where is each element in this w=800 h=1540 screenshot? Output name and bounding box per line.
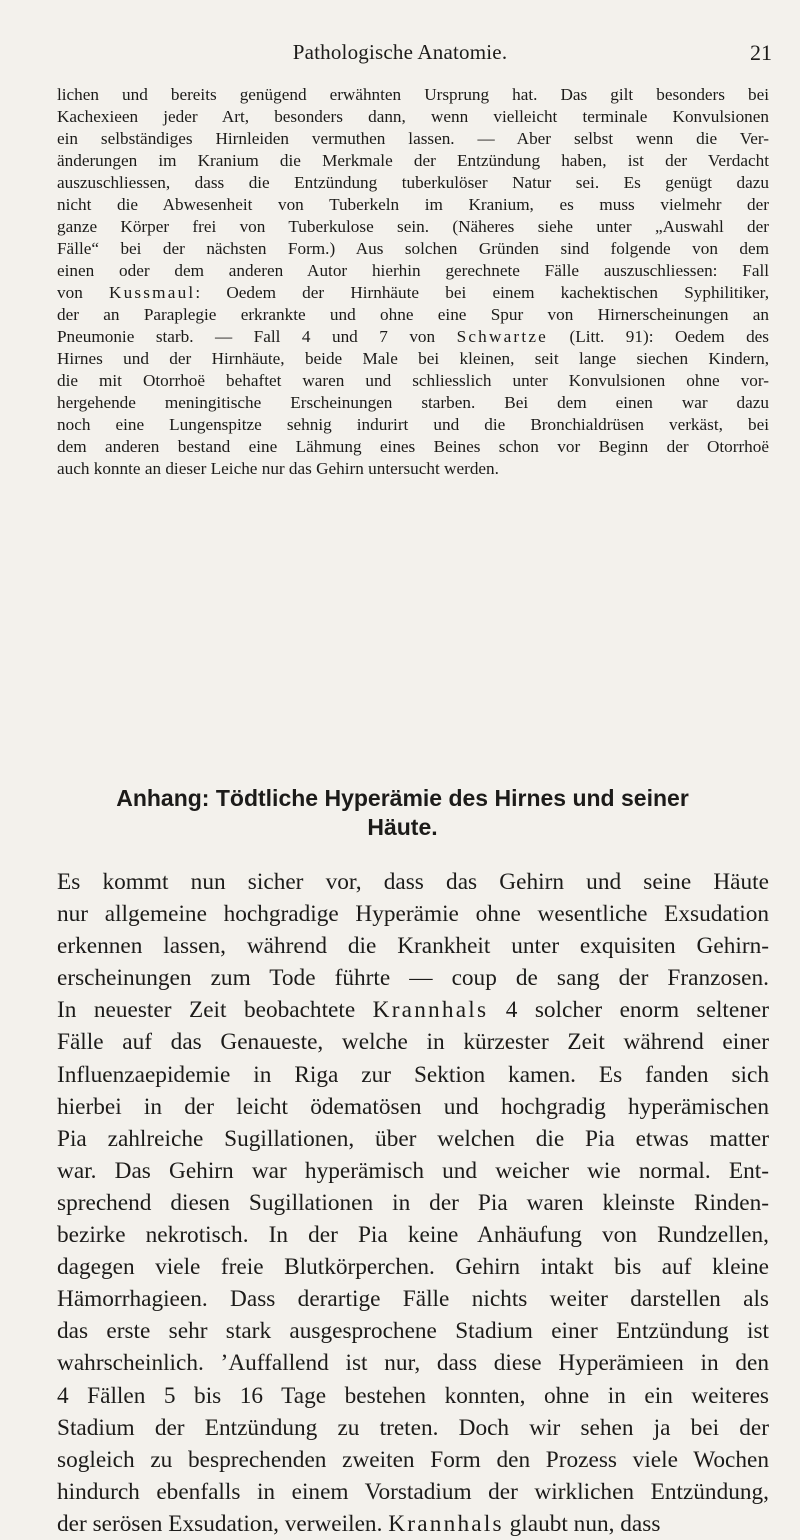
text-line: einen oder dem anderen Autor hierhin gerechnete Fälle auszuschliessen: Fall	[57, 261, 769, 280]
page-header	[0, 40, 800, 70]
text-line: Hirnes und der Hirnhäute, beide Male bei kleinen, seit lange siechen Kindern,	[57, 349, 769, 368]
preceding-paragraph	[57, 84, 769, 480]
text-run: der serösen Exsudation, verweilen.	[57, 1510, 389, 1537]
author-name: Krannhals	[372, 997, 489, 1024]
text-run: (Litt. 91): Oedem des	[547, 327, 769, 346]
text-line: lichen und bereits genügend erwähnten Ursprung hat. Das gilt besonders bei	[57, 85, 769, 104]
text-line	[57, 994, 769, 1026]
text-run: : Oedem der Hirnhäute bei einem kachektischen Syphilitiker,	[195, 283, 770, 302]
text-line: ein selbständiges Hirnleiden vermuthen lassen. — Aber selbst wenn die Ver-	[57, 129, 769, 148]
section-heading	[40, 784, 765, 842]
text-run: von	[57, 283, 109, 302]
text-line: Pia zahlreiche Sugillationen, über welchen die Pia etwas matter	[57, 1125, 769, 1152]
text-line: nur allgemeine hochgradige Hyperämie ohne wesentliche Exsudation	[57, 901, 769, 928]
text-run: Pneumonie starb. — Fall 4 und 7 von	[57, 327, 457, 346]
text-line: 4 Fällen 5 bis 16 Tage bestehen konnten, ohne in ein weiteres	[57, 1382, 769, 1409]
text-line: der an Paraplegie erkrankte und ohne eine Spur von Hirnerscheinungen an	[57, 305, 769, 324]
text-line: hergehende meningitische Erscheinungen starben. Bei dem einen war dazu	[57, 393, 769, 412]
text-line: nicht die Abwesenheit von Tuberkeln im Kranium, es muss vielmehr der	[57, 195, 769, 214]
text-line: änderungen im Kranium die Merkmale der Entzündung haben, ist der Verdacht	[57, 151, 769, 170]
text-run: In neuester Zeit beobachtete	[57, 997, 373, 1024]
text-line: noch eine Lungenspitze sehnig indurirt und die Bronchialdrüsen verkäst, bei	[57, 415, 769, 434]
page-number: 21	[750, 40, 772, 65]
text-line	[57, 282, 769, 304]
text-line: Fälle auf das Genaueste, welche in kürzester Zeit während einer	[57, 1029, 769, 1056]
author-name: Schwartze	[456, 327, 548, 346]
section-heading-line-1: Anhang: Tödtliche Hyperämie des Hirnes und seiner	[116, 785, 689, 811]
text-line	[57, 1508, 769, 1540]
text-run: 4 solcher enorm seltener	[488, 997, 769, 1024]
text-line: erkennen lassen, während die Krankheit unter exquisiten Gehirn-	[57, 933, 769, 960]
running-title: Pathologische Anatomie.	[292, 40, 508, 64]
text-line: hierbei in der leicht ödematösen und hochgradig hyperämischen	[57, 1093, 769, 1120]
text-line: Hämorrhagieen. Dass derartige Fälle nichts weiter darstellen als	[57, 1286, 769, 1313]
text-run: glaubt nun, dass	[503, 1510, 661, 1537]
text-line: sogleich zu besprechenden zweiten Form den Prozess viele Wochen	[57, 1446, 769, 1473]
section-heading-line-2: Häute.	[367, 814, 438, 840]
text-line: Fälle“ bei der nächsten Form.) Aus solchen Gründen sind folgende von dem	[57, 239, 769, 258]
text-line: ganze Körper frei von Tuberkulose sein. (Näheres siehe unter „Auswahl der	[57, 217, 769, 236]
author-name: Krannhals	[388, 1510, 504, 1537]
text-line: erscheinungen zum Tode führte — coup de sang der Franzosen.	[57, 965, 769, 992]
text-line: die mit Otorrhoë behaftet waren und schliesslich unter Konvulsionen ohne vor-	[57, 371, 769, 390]
text-line: dagegen viele freie Blutkörperchen. Gehirn intakt bis auf kleine	[57, 1254, 769, 1281]
text-line: hindurch ebenfalls in einem Vorstadium der wirklichen Entzündung,	[57, 1478, 769, 1505]
text-line: Kachexieen jeder Art, besonders dann, wenn vielleicht terminale Konvulsionen	[57, 107, 769, 126]
text-line: Influenzaepidemie in Riga zur Sektion kamen. Es fanden sich	[57, 1061, 769, 1088]
section-body	[57, 866, 769, 1540]
text-line: Stadium der Entzündung zu treten. Doch wir sehen ja bei der	[57, 1414, 769, 1441]
author-name: Kussmaul	[109, 283, 196, 302]
text-line: Es kommt nun sicher vor, dass das Gehirn und seine Häute	[57, 869, 769, 895]
text-line: sprechend diesen Sugillationen in der Pia waren kleinste Rinden-	[57, 1189, 769, 1216]
text-line: war. Das Gehirn war hyperämisch und weicher wie normal. Ent-	[57, 1157, 769, 1184]
text-line	[57, 326, 769, 348]
text-line: auch konnte an dieser Leiche nur das Gehirn untersucht werden.	[57, 459, 499, 478]
text-line: wahrscheinlich. ’Auffallend ist nur, dass diese Hyperämieen in den	[57, 1350, 769, 1377]
text-line: das erste sehr stark ausgesprochene Stadium einer Entzündung ist	[57, 1318, 769, 1345]
text-line: bezirke nekrotisch. In der Pia keine Anhäufung von Rundzellen,	[57, 1222, 769, 1249]
text-line: dem anderen bestand eine Lähmung eines Beines schon vor Beginn der Otorrhoë	[57, 437, 769, 456]
text-line: auszuschliessen, dass die Entzündung tuberkulöser Natur sei. Es genügt dazu	[57, 173, 769, 192]
